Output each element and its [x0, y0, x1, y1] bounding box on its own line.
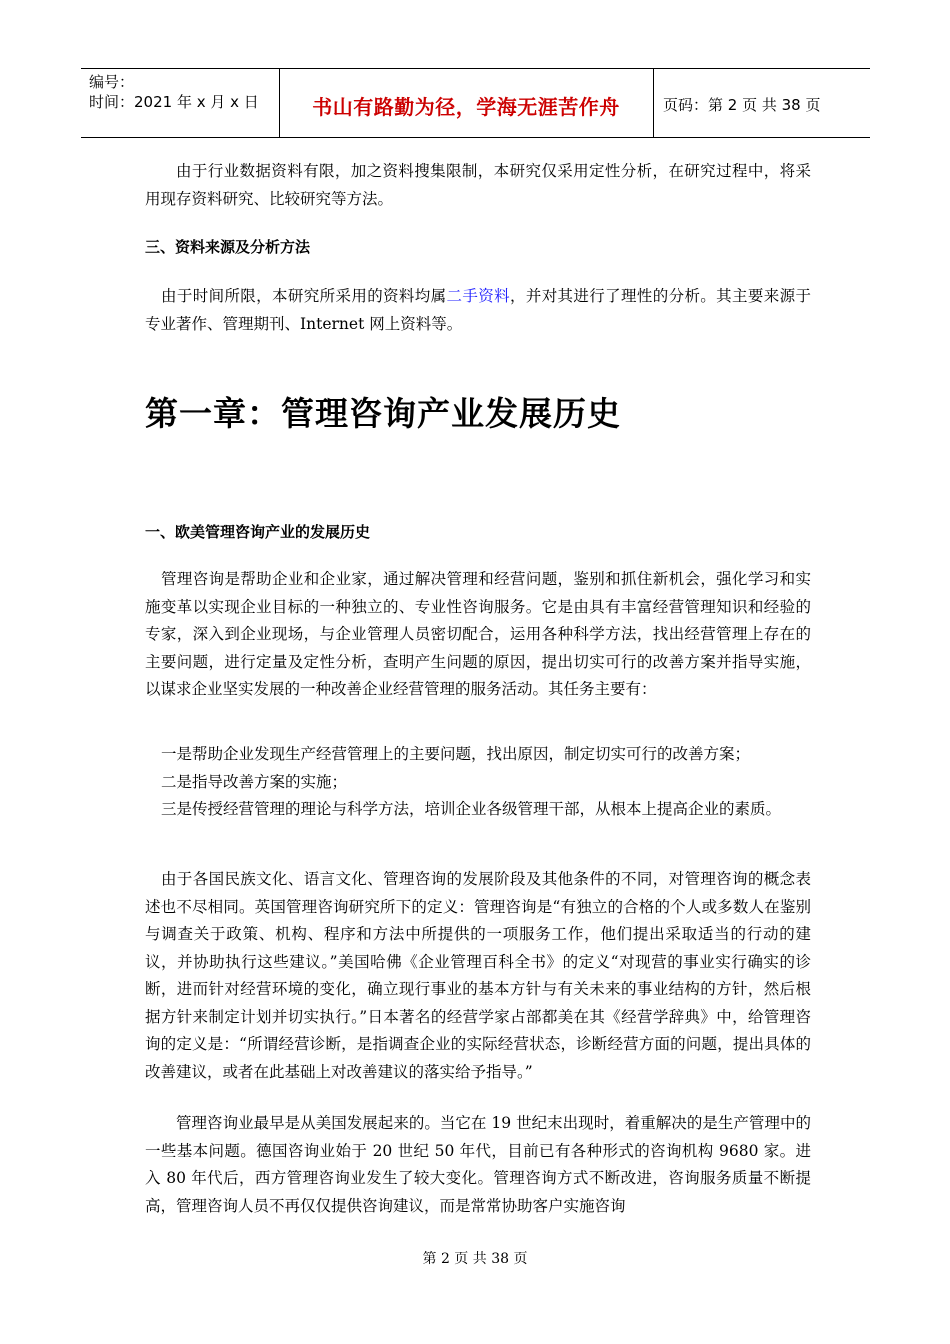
section3-heading-block	[145, 236, 811, 257]
chapter-title: 第一章：管理咨询产业发展历史	[145, 394, 621, 433]
header-left-cell	[81, 69, 280, 137]
task-item-2: 二是指导改善方案的实施；	[161, 772, 348, 791]
header-middle-cell	[279, 69, 654, 137]
section3-text-after-link: ，并对其进行了理性的分析。其主要来源于专业著作、管理期刊、Internet 网上资料等。	[145, 287, 811, 333]
section3-text-before-link: 由于时间所限，本研究所采用的资料均属	[161, 287, 447, 305]
date-label: 时间：2021 年 x 月 x 日	[89, 93, 259, 111]
intro-paragraph: 由于行业数据资料有限，加之资料搜集限制，本研究仅采用定性分析，在研究过程中，将采用现存资料研究、比较研究等方法。	[145, 162, 811, 208]
page-footer: 第 2 页 共 38 页	[422, 1251, 528, 1267]
concepts-block	[145, 866, 811, 1086]
definition-block	[145, 566, 811, 704]
section3-body	[145, 283, 811, 338]
header-motto: 书山有路勤为径，学海无涯苦作舟	[312, 95, 620, 119]
task-item-1: 一是帮助企业发现生产经营管理上的主要问题，找出原因，制定切实可行的改善方案；	[161, 745, 751, 763]
definition-paragraph: 管理咨询是帮助企业和企业家，通过解决管理和经营问题，鉴别和抓住新机会，强化学习和实施变革以实现企业目标的一种独立的、专业性咨询服务。它是由具有丰富经营管理知识和经验的专家，深入到企业现场，与企业管理人员密切配合，运用各种科学方法，找出经营管理上存在的主要问题，进行定量及定性分析，查明产生问题的原因，提出切实可行的改善方案并指导实施，以谋求企业坚实发展的一种改善企业经营管理的服务活动。其任务主要有：	[145, 570, 811, 698]
doc-number-label: 编号：	[89, 73, 135, 91]
task-item-3: 三是传授经营管理的理论与科学方法，培训企业各级管理干部，从根本上提高企业的素质。	[161, 800, 782, 818]
header-page-label: 页码：第 2 页 共 38 页	[663, 96, 821, 114]
page-header	[81, 68, 870, 138]
header-right-cell	[653, 69, 870, 137]
chapter-section1-heading-block	[145, 521, 811, 542]
history-paragraph: 管理咨询业最早是从美国发展起来的。当它在 19 世纪末出现时，着重解决的是生产管理中的一些基本问题。德国咨询业始于 20 世纪 50 年代，目前已有各种形式的咨询机构 9680 家。进入 80 年代后，西方管理咨询业发生了较大变化。管理咨询方式不断改进，咨询服务质量不断提高，管理咨询人员不再仅仅提供咨询建议，而是常常协助客户实施咨询	[145, 1114, 811, 1215]
intro-block	[145, 158, 811, 213]
chapter-title-block	[145, 388, 811, 435]
tasks-block	[145, 741, 811, 824]
secondary-data-link[interactable]: 二手资料	[446, 287, 510, 305]
history-block	[145, 1110, 811, 1220]
chapter-section1-heading: 一、欧美管理咨询产业的发展历史	[145, 523, 371, 541]
concepts-paragraph: 由于各国民族文化、语言文化、管理咨询的发展阶段及其他条件的不同，对管理咨询的概念表述也不尽相同。英国管理咨询研究所下的定义：管理咨询是“有独立的合格的个人或多数人在鉴别与调查关于政策、机构、程序和方法中所提供的一项服务工作，他们提出采取适当的行动的建议，并协助执行这些建议。”美国哈佛《企业管理百科全书》的定义“对现营的事业实行确实的诊断，进而针对经营环境的变化，确立现行事业的基本方针与有关未来的事业结构的方针，然后根据方针来制定计划并切实执行。”日本著名的经营学家占部都美在其《经营学辞典》中，给管理咨询的定义是：“所谓经营诊断，是指调查企业的实际经营状态，诊断经营方面的问题，提出具体的改善建议，或者在此基础上对改善建议的落实给予指导。”	[145, 870, 811, 1081]
section3-heading: 三、资料来源及分析方法	[145, 238, 311, 256]
section3-paragraph	[145, 283, 811, 338]
